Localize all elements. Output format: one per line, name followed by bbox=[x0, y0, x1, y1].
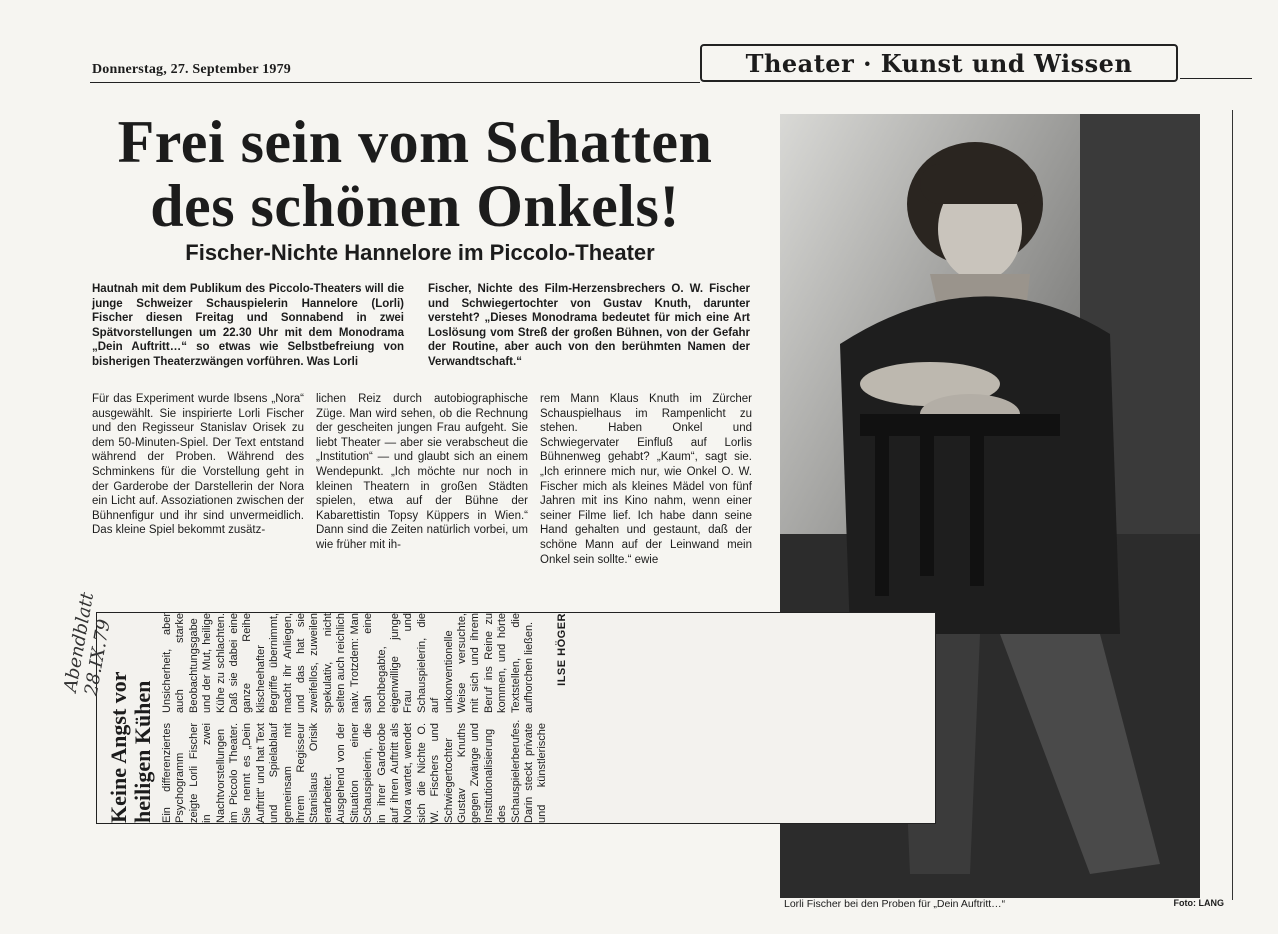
clipping-title: Keine Angst vor heiligen Kühen bbox=[106, 671, 155, 823]
top-rule bbox=[90, 82, 700, 83]
headline-line-2: des schönen Onkels! bbox=[150, 173, 680, 239]
body-column-1: Für das Experiment wurde Ibsens „Nora“ ausgewählt. Sie inspirierte Lorli Fischer und den Regisseur Stanislav Orisek zu dem 50-Minuten-Spiel. Der Text entstand während der Proben. Während des Schminkens für die Vorstellung geht in der Garderobe der Darstellerin der Nora ein Licht auf. Assoziationen zwischen der Bühnenfigur und ihr sind unvermeidlich. Das kleine Spiel bekommt zusätz- bbox=[92, 393, 304, 537]
lead-column-2: Fischer, Nichte des Film-Herzensbrechers O. W. Fischer und Schwiegertochter von Gustav Knuth, darunter versteht? „Dieses Monodrama bedeutet für mich eine Art Loslösung vom Streß der großen Bühnen, von der Gefahr der Routine, aber auch von den berühmten Namen der Verwandtschaft.“ bbox=[428, 283, 750, 368]
clipping-body: Ein differenziertes Psychogramm zeigte Lorli Fischer in zwei Nachtvorstellungen im Piccolo Theater. Sie nennt es „Dein Auftritt“ und hat Text und Spielablauf gemeinsam mit ihrem Regisseur Stanislaus Orisik erarbeitet. Ausgehend von der Situation einer Schauspielerin, die in ihrer Garderobe auf ihren Auftritt als Nora wartet, wendet sich die Nichte O. W. Fischers und Schwiegertochter Gustav Knuths gegen Zwänge und Institutionalisierung des Schauspielerberufes. Darin steckt private und künstlerische Unsicherheit, aber auch starke Beobachtungsgabe und der Mut, heilige Kühe zu schlachten. Daß sie dabei eine ganze Reihe klischeehafter Begriffe übernimmt, macht ihr Anliegen, und das hat sie zweifellos, zuweilen spekulativ, nicht selten auch reichlich naiv. Trotzdem: Man sah eine hochbegabte, eigenwillige junge Frau und Schauspielerin, die auf unkonventionelle Weise versuchte, mit sich und ihrem Beruf ins Reine zu kommen, und hörte Textstellen, die aufhorchen ließen. bbox=[161, 613, 549, 823]
right-edge-rule bbox=[1232, 110, 1233, 900]
clipping-rotated-content bbox=[101, 613, 931, 823]
review-clipping bbox=[96, 612, 936, 824]
caption-text: Lorli Fischer bei den Proben für „Dein Auftritt…“ bbox=[784, 898, 1006, 910]
subheadline: Fischer-Nichte Hannelore im Piccolo-Theater bbox=[185, 240, 655, 265]
headline bbox=[60, 110, 770, 238]
clipping-author: ILSE HÖGER bbox=[555, 613, 568, 686]
body-column-3: rem Mann Klaus Knuth im Zürcher Schauspielhaus im Rampenlicht zu stehen. Haben Onkel und Schwiegervater Einfluß auf Lorlis Bühnenweg gehabt? „Kaum“, sagt sie. „Ich erinnere mich nur, wie Onkel O. W. Fischer mich als kleines Mädel von fünf Jahren mit ins Kino nahm, wenn einer seiner Filme lief. Ich habe dann seine Hand gehalten und gestaunt, daß der schöne Mann auf der Leinwand mein Onkel sein sollte.“ ewie bbox=[540, 393, 752, 566]
photo-caption bbox=[784, 898, 1224, 910]
dateline: Donnerstag, 27. September 1979 bbox=[92, 62, 292, 77]
headline-line-1: Frei sein vom Schatten bbox=[117, 109, 713, 175]
top-rule-right bbox=[1180, 78, 1252, 79]
lead-column-1: Hautnah mit dem Publikum des Piccolo-Theaters will die junge Schweizer Schauspielerin Hannelore (Lorli) Fischer diesen Freitag und Sonnabend in zwei Spätvorstellungen um 22.30 Uhr mit dem Monodrama „Dein Auftritt…“ so etwas wie Selbstbefreiung von bisherigen Theaterzwängen vorführen. Was Lorli bbox=[92, 283, 404, 368]
body-column-2: lichen Reiz durch autobiographische Züge. Man wird sehen, ob die Rechnung der gescheiten jungen Frau aufgeht. Sie liebt Theater — aber sie verabscheut die „Institution“ — und glaubt sich an einem Wendepunkt. „Ich möchte nur noch in kleinen Theatern in großen Städten spielen, etwa auf der Bühne der Kabarettistin Topsy Küppers in Wien.“ Dann sind die Zeiten natürlich vorbei, um wie früher mit ih- bbox=[316, 393, 528, 551]
photo-credit: Foto: LANG bbox=[1173, 898, 1224, 908]
section-header: Theater · Kunst und Wissen bbox=[700, 44, 1178, 82]
handwritten-note: Abendblatt 28.IX.79 bbox=[60, 590, 115, 698]
